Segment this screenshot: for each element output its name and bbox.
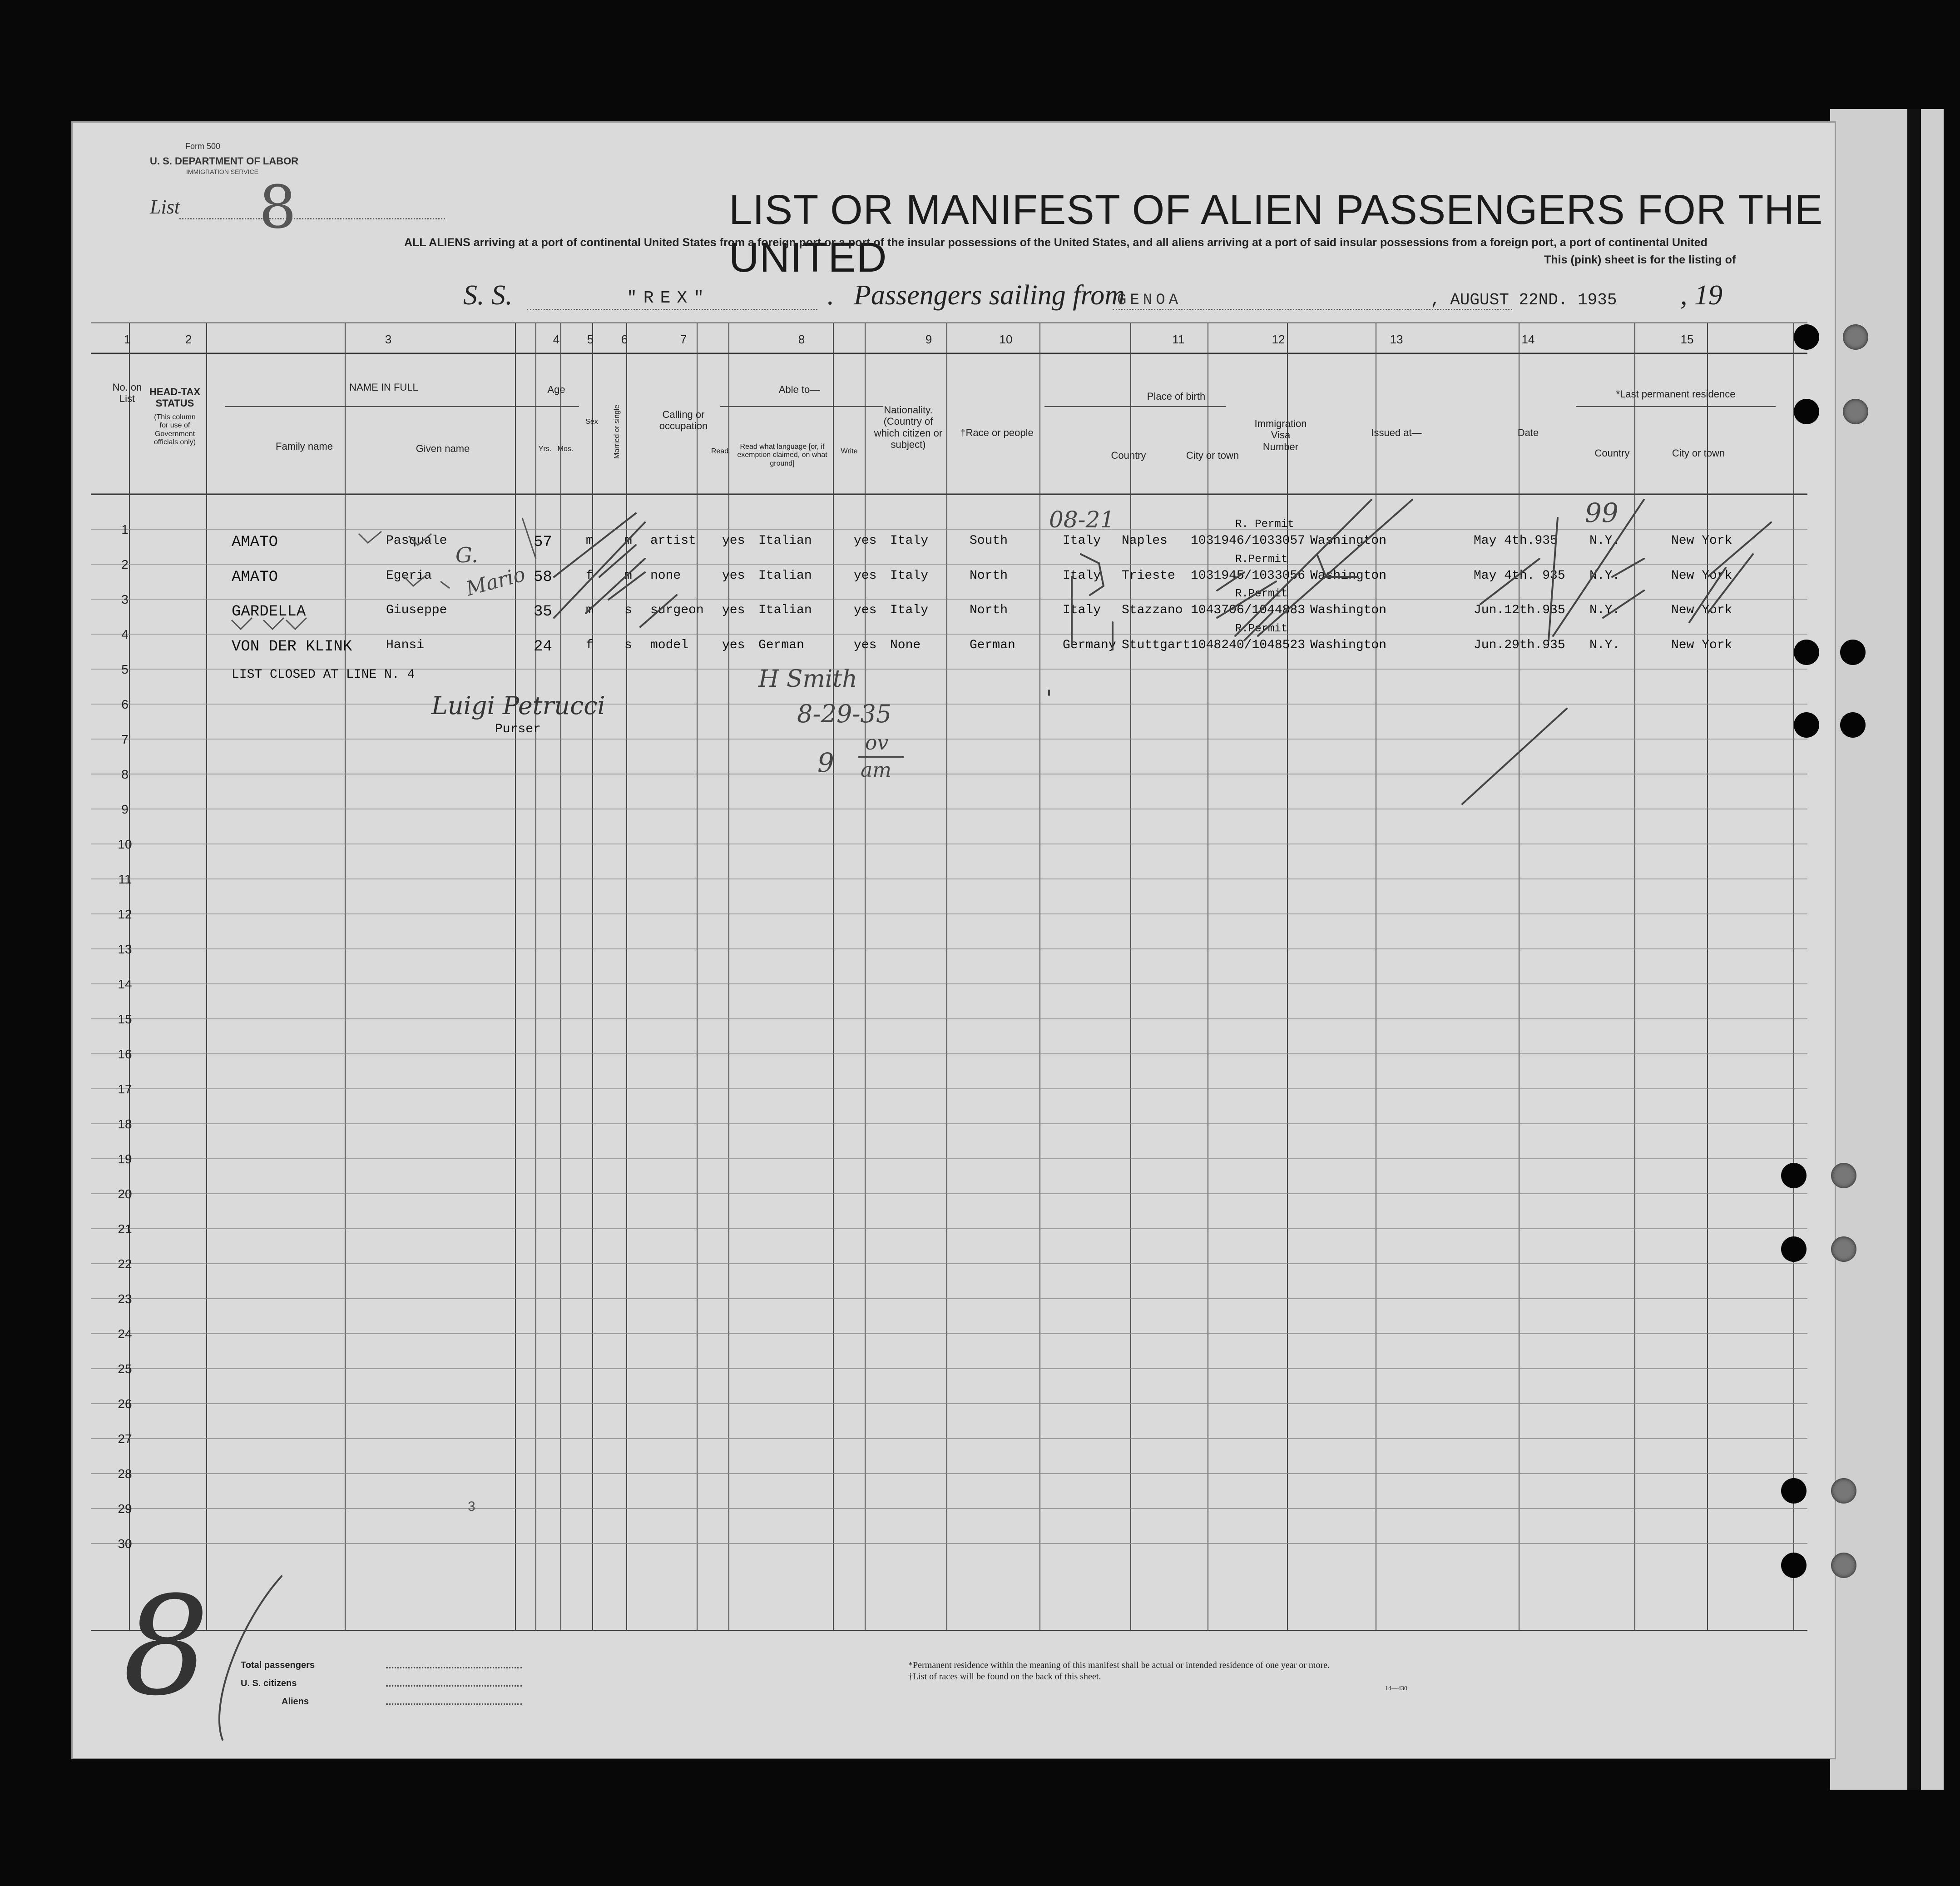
passenger-res-city: New York	[1671, 638, 1732, 652]
pen-marks	[73, 123, 1835, 1758]
passenger-occupation: surgeon	[650, 603, 704, 617]
row-number: 15	[118, 1012, 132, 1026]
passenger-occupation: model	[650, 638, 689, 652]
punch-hole	[1794, 712, 1819, 738]
footer-total-line	[386, 1667, 522, 1668]
header-given-name: Given name	[416, 443, 470, 454]
passenger-sex: f	[586, 638, 594, 652]
header-head-tax-note: (This column for use of Government officials only)	[153, 413, 196, 447]
purser-signature: Luigi Petrucci	[431, 691, 605, 720]
row-number: 26	[118, 1397, 132, 1411]
passenger-birth-city: Stuttgart	[1122, 638, 1191, 652]
passenger-permit-label: R. Permit	[1235, 518, 1294, 531]
stray-mark: 3	[468, 1499, 475, 1514]
header-name-in-full: NAME IN FULL	[349, 382, 418, 393]
sailing-label: Passengers sailing from	[854, 280, 1125, 311]
passenger-married: m	[624, 534, 632, 548]
header-head-tax: HEAD-TAX STATUS	[149, 386, 201, 409]
passenger-nationality: Italy	[890, 569, 929, 583]
passenger-occupation: none	[650, 569, 681, 583]
subtitle-line2: This (pink) sheet is for the listing of	[1544, 253, 1736, 266]
passenger-read: yes	[722, 569, 745, 583]
purser-label: Purser	[495, 722, 541, 736]
passenger-write: yes	[854, 534, 877, 548]
passenger-given: Giuseppe	[386, 603, 447, 617]
row-number: 22	[118, 1257, 132, 1271]
passenger-language: Italian	[758, 569, 812, 583]
row-number: 13	[118, 942, 132, 956]
passenger-yrs: 57	[534, 534, 552, 551]
passenger-nationality: Italy	[890, 534, 929, 548]
punch-hole	[1781, 1163, 1807, 1188]
punch-hole	[1840, 640, 1866, 665]
col-number: 15	[1680, 333, 1694, 346]
punch-hole	[1794, 640, 1819, 665]
punch-hole	[1840, 712, 1866, 738]
col-number: 1	[124, 333, 131, 346]
col-number: 10	[999, 333, 1013, 346]
passenger-married: s	[624, 638, 632, 652]
manifest-sheet	[73, 123, 1835, 1758]
passenger-date: Jun.29th.935	[1474, 638, 1565, 652]
col-number: 8	[798, 333, 805, 346]
footnote-residence: *Permanent residence within the meaning of this manifest shall be actual or intended residence of one year or more.	[908, 1660, 1330, 1670]
row-number: 3	[121, 592, 129, 606]
header-married: Married or single	[613, 404, 621, 459]
year-label: , 19	[1680, 280, 1722, 311]
row-number: 2	[121, 557, 129, 571]
col-number: 9	[925, 333, 932, 346]
row-number: 1	[121, 522, 129, 536]
header-race: †Race or people	[960, 427, 1034, 438]
punch-hole	[1831, 1163, 1856, 1188]
passenger-sex: m	[586, 534, 594, 548]
service: IMMIGRATION SERVICE	[186, 168, 258, 175]
passenger-yrs: 35	[534, 603, 552, 620]
passenger-sex: m	[586, 603, 594, 617]
name-annotation-2: Mario	[463, 562, 528, 601]
footnote-races: †List of races will be found on the back of this sheet.	[908, 1672, 1101, 1682]
passenger-res-country: N.Y.	[1589, 603, 1620, 617]
col-number: 12	[1272, 333, 1285, 346]
col-number: 13	[1390, 333, 1403, 346]
department: U. S. DEPARTMENT OF LABOR	[150, 155, 299, 167]
header-family-name: Family name	[276, 441, 333, 452]
passenger-race: North	[970, 569, 1008, 583]
header-mos: Mos.	[557, 445, 574, 453]
passenger-birth-country: Italy	[1063, 569, 1101, 583]
row-number: 8	[121, 767, 129, 781]
col-number: 4	[553, 333, 560, 346]
row-number: 6	[121, 697, 129, 711]
footer-us-citizens: U. S. citizens	[241, 1678, 297, 1688]
passenger-permit-label: R.Permit	[1235, 623, 1288, 635]
passenger-given: Hansi	[386, 638, 425, 652]
passenger-res-country: N.Y.	[1589, 569, 1620, 583]
passenger-family: GARDELLA	[232, 603, 306, 620]
footer-total-passengers: Total passengers	[241, 1660, 315, 1670]
punch-hole	[1843, 399, 1868, 424]
passenger-birth-city: Naples	[1122, 534, 1168, 548]
passenger-married: s	[624, 603, 632, 617]
punch-hole	[1781, 1236, 1807, 1262]
punch-hole	[1831, 1553, 1856, 1578]
passenger-race: North	[970, 603, 1008, 617]
passenger-issued: Washington	[1310, 638, 1387, 652]
passenger-permit-label: R.Permit	[1235, 588, 1288, 600]
passenger-sex: f	[586, 569, 594, 583]
passenger-res-city: New York	[1671, 603, 1732, 617]
passenger-birth-country: Germany	[1063, 638, 1116, 652]
passenger-yrs: 24	[534, 638, 552, 655]
header-read: Read	[711, 447, 729, 455]
passenger-date: May 4th.935	[1474, 534, 1558, 548]
punch-hole	[1843, 324, 1868, 350]
row-number: 12	[118, 907, 132, 921]
row-number: 27	[118, 1432, 132, 1446]
inspector-signature: H Smith	[758, 665, 857, 693]
header-last-residence: *Last permanent residence	[1616, 388, 1736, 400]
header-read-language: Read what language [or, if exemption claimed, on what ground]	[737, 443, 827, 467]
passenger-issued: Washington	[1310, 603, 1387, 617]
passenger-married: m	[624, 569, 632, 583]
punch-hole	[1794, 399, 1819, 424]
row-number: 21	[118, 1222, 132, 1236]
passenger-language: Italian	[758, 534, 812, 548]
header-yrs: Yrs.	[538, 445, 552, 453]
passenger-language: Italian	[758, 603, 812, 617]
header-place-of-birth: Place of birth	[1147, 391, 1206, 402]
passenger-language: German	[758, 638, 804, 652]
col-number: 2	[185, 333, 192, 346]
passenger-race: German	[970, 638, 1015, 652]
passenger-date: Jun.12th.935	[1474, 603, 1565, 617]
adjacent-sheet	[1830, 109, 1944, 1790]
col-number: 7	[680, 333, 687, 346]
page-title: LIST OR MANIFEST OF ALIEN PASSENGERS FOR THE UNITED	[729, 187, 1823, 281]
row-number: 5	[121, 662, 129, 676]
subtitle-line1: ALL ALIENS arriving at a port of continental United States from a foreign port or a port of the insular possessions of the United States, and all aliens arriving at a port of said insular possessions from a foreign port, a port of continental United	[404, 236, 1708, 249]
passenger-nationality: None	[890, 638, 921, 652]
inspector-date: 8-29-35	[797, 700, 892, 728]
footer-aliens: Aliens	[282, 1697, 309, 1707]
name-annotation: G.	[455, 543, 478, 567]
passenger-read: yes	[722, 603, 745, 617]
passenger-read: yes	[722, 534, 745, 548]
passenger-birth-city: Stazzano	[1122, 603, 1183, 617]
row-number: 7	[121, 732, 129, 746]
passenger-write: yes	[854, 603, 877, 617]
ship-name: "REX"	[627, 288, 711, 308]
passenger-write: yes	[854, 569, 877, 583]
col-number: 6	[621, 333, 628, 346]
passenger-given: Egeria	[386, 569, 432, 583]
row-number: 4	[121, 627, 129, 641]
passenger-issued: Washington	[1310, 534, 1387, 548]
footer-aliens-line	[386, 1703, 522, 1705]
code-bottom: am	[861, 759, 891, 782]
punch-hole	[1831, 1236, 1856, 1262]
header-visa-number: Immigration Visa Number	[1254, 418, 1307, 452]
passenger-write: yes	[854, 638, 877, 652]
header-calling: Calling or occupation	[659, 409, 708, 432]
passenger-res-city: New York	[1671, 534, 1732, 548]
binding-edge	[1907, 109, 1921, 1790]
header-age: Age	[547, 384, 565, 395]
col-number: 5	[587, 333, 594, 346]
row-number: 10	[118, 837, 132, 851]
header-write: Write	[841, 447, 858, 455]
row-number: 11	[118, 872, 132, 886]
passenger-visa: 1048240/1048523	[1191, 638, 1306, 652]
col-number: 3	[385, 333, 392, 346]
punch-hole	[1781, 1553, 1807, 1578]
passenger-read: yes	[722, 638, 745, 652]
departure-port: GENOA	[1117, 292, 1182, 309]
punch-hole	[1781, 1478, 1807, 1504]
passenger-birth-country: Italy	[1063, 603, 1101, 617]
header-issued-at: Issued at—	[1371, 427, 1422, 438]
list-label: List	[150, 196, 180, 218]
header-nationality: Nationality. (Country of which citizen or subject)	[874, 404, 943, 450]
birth-annotation: 08-21	[1049, 506, 1115, 533]
header-visa-date: Date	[1517, 427, 1539, 438]
header-res-country: Country	[1594, 447, 1630, 459]
row-number: 25	[118, 1362, 132, 1376]
margin-number: 8	[123, 1567, 209, 1726]
passenger-nationality: Italy	[890, 603, 929, 617]
code-number: 9	[817, 747, 834, 778]
passenger-visa: 1043706/1044883	[1191, 603, 1306, 617]
punch-hole	[1794, 324, 1819, 350]
row-number: 23	[118, 1292, 132, 1306]
row-number: 14	[118, 977, 132, 991]
passenger-visa: 1031946/1033057	[1191, 534, 1306, 548]
col-number: 11	[1172, 333, 1185, 346]
row-number: 9	[121, 802, 129, 816]
row-number: 16	[118, 1047, 132, 1061]
passenger-occupation: artist	[650, 534, 696, 548]
passenger-birth-city: Trieste	[1122, 569, 1175, 583]
list-number: 8	[259, 173, 297, 242]
row-number: 20	[118, 1187, 132, 1201]
row-number: 30	[118, 1537, 132, 1551]
passenger-family: VON DER KLINK	[232, 638, 352, 655]
row-number: 28	[118, 1467, 132, 1481]
header-no-on-list: No. on List	[112, 382, 142, 405]
header-res-city: City or town	[1672, 447, 1725, 459]
header-birth-country: Country	[1111, 450, 1146, 461]
punch-hole	[1831, 1478, 1856, 1504]
print-code: 14—430	[1385, 1685, 1407, 1692]
list-closed-note: LIST CLOSED AT LINE N. 4	[232, 668, 415, 682]
sailing-date: , AUGUST 22ND. 1935	[1430, 291, 1617, 309]
footer-citizens-line	[386, 1685, 522, 1687]
row-number: 18	[118, 1117, 132, 1131]
ship-separator: .	[827, 280, 834, 311]
header-birth-city: City or town	[1186, 450, 1239, 461]
passenger-visa: 1031945/1033056	[1191, 569, 1306, 583]
residence-annotation: 99	[1585, 497, 1618, 528]
passenger-issued: Washington	[1310, 569, 1387, 583]
passenger-given: Pasquale	[386, 534, 447, 548]
code-top: ov	[865, 731, 889, 754]
passenger-date: May 4th. 935	[1474, 569, 1565, 583]
passenger-family: AMATO	[232, 569, 278, 586]
passenger-yrs: 58	[534, 569, 552, 586]
row-number: 19	[118, 1152, 132, 1166]
passenger-race: South	[970, 534, 1008, 548]
ss-label: S. S.	[463, 280, 513, 311]
col-number: 14	[1521, 333, 1535, 346]
header-able-to: Able to—	[778, 384, 820, 395]
row-number: 29	[118, 1502, 132, 1516]
row-number: 24	[118, 1327, 132, 1341]
passenger-family: AMATO	[232, 534, 278, 551]
header-sex: Sex	[585, 418, 598, 426]
row-number: 17	[118, 1082, 132, 1096]
passenger-res-country: N.Y.	[1589, 638, 1620, 652]
passenger-permit-label: R.Permit	[1235, 553, 1288, 566]
passenger-res-city: New York	[1671, 569, 1732, 583]
form-number: Form 500	[185, 142, 221, 151]
passenger-birth-country: Italy	[1063, 534, 1101, 548]
passenger-res-country: N.Y.	[1589, 534, 1620, 548]
